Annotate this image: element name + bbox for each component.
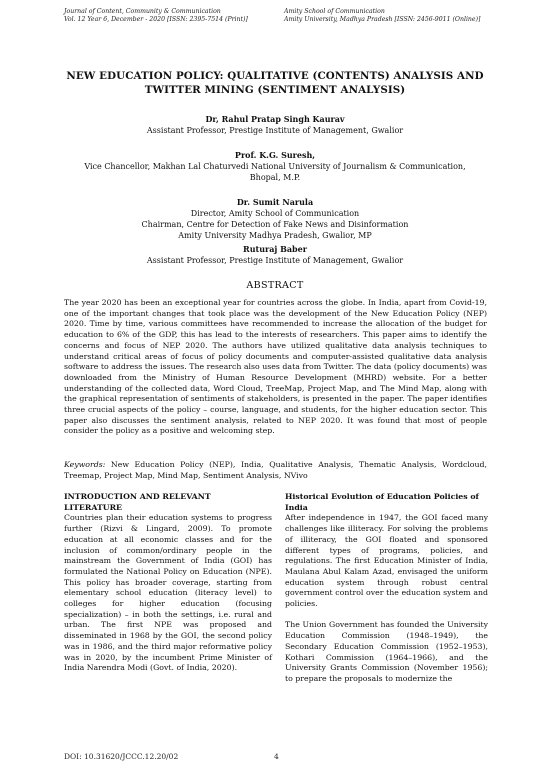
author-block-1 xyxy=(60,114,490,136)
section-heading-introduction xyxy=(64,492,272,513)
author-block-4 xyxy=(60,244,490,266)
author-affiliation: Assistant Professor, Prestige Institute of Management, Gwalior xyxy=(146,126,404,135)
left-column xyxy=(64,492,272,674)
history-paragraph-1: After independence in 1947, the GOI faced many challenges like illiteracy. For solving the problems of illiteracy, the GOI floated and sponsored different types of programs, policies, and regulations. The first Education Minister of India, Maulana Abul Kalam Azad, envisaged the uniform education system through robust central government control over the education system and policies. xyxy=(285,513,488,609)
author-affiliation: Vice Chancellor, Makhan Lal Chaturvedi National University of Journalism & Communication, xyxy=(84,162,466,171)
keywords xyxy=(64,460,487,481)
keywords-list: New Education Policy (NEP), India, Qualitative Analysis, Thematic Analysis, Wordcloud, Treemap, Project Map, Mind Map, Sentiment Analysis, NVivo xyxy=(64,460,487,480)
author-affiliation: Amity University Madhya Pradesh, Gwalior, MP xyxy=(178,231,372,240)
author-affiliation: Assistant Professor, Prestige Institute of Management, Gwalior xyxy=(146,256,404,265)
section-heading-historical-evolution xyxy=(285,492,488,513)
author-block-3 xyxy=(60,197,490,241)
header-university-issn: Amity University, Madhya Pradesh [ISSN: 2456-9011 (Online)] xyxy=(284,16,481,23)
page-number: 4 xyxy=(274,752,279,761)
header-journal-volume: Vol. 12 Year 6, December - 2020 [ISSN: 2395-7514 (Print)] xyxy=(64,16,248,23)
header-journal-info xyxy=(64,8,248,24)
header-publisher-info xyxy=(284,8,480,24)
author-name: Ruturaj Baber xyxy=(243,244,307,254)
paper-title-line-2: TWITTER MINING (SENTIMENT ANALYSIS) xyxy=(144,84,406,96)
footer-doi: DOI: 10.31620/JCCC.12.20/02 xyxy=(64,752,179,761)
author-name: Dr. Sumit Narula xyxy=(236,197,314,207)
author-affiliation: Director, Amity School of Communication xyxy=(190,209,360,218)
author-name: Dr, Rahul Pratap Singh Kaurav xyxy=(205,114,345,124)
abstract-heading: ABSTRACT xyxy=(246,280,304,291)
header-school-name: Amity School of Communication xyxy=(284,8,385,15)
paper-title-line-1: NEW EDUCATION POLICY: QUALITATIVE (CONTENTS) ANALYSIS AND xyxy=(66,70,484,82)
abstract-text: The year 2020 has been an exceptional year for countries across the globe. In India, apart from Covid-19, one of the important changes that took place was the development of the New Education Policy (NEP) 2020. Time by time, various committees have recommended to increase the allocation of the budget for education to 6% of the GDP, this has lead to the interests of researchers. This paper aims to identify the concerns and focus of NEP 2020. The authors have utilized qualitative data analysis techniques to understand critical areas of focus of policy documents and computer-assisted qualitative data analysis software to address the issues. The research also uses data from Twitter. The data (policy documents) was downloaded from the Ministry of Human Resource Development (MHRD) website. For a better understanding of the collected data, Word Cloud, TreeMap, Project Map, and The Mind Map, along with the graphical representation of sentiments of stakeholders, is presented in the paper. The paper identifies three crucial aspects of the policy – course, language, and students, for the higher education sector. This paper also discusses the sentiment analysis, related to NEP 2020. It was found that most of people consider the policy as a positive and welcoming step. xyxy=(64,298,487,436)
author-block-2 xyxy=(60,150,490,183)
history-paragraph-2: The Union Government has founded the University Education Commission (1948–1949), the Secondary Education Commission (1952–1953), Kothari Commission (1964–1966), and the University Grants Commission (November 1956); to prepare the proposals to modernize the xyxy=(285,620,488,683)
author-affiliation: Chairman, Centre for Detection of Fake News and Disinformation xyxy=(141,220,409,229)
section-heading-line: INTRODUCTION AND RELEVANT xyxy=(64,492,211,501)
introduction-paragraph: Countries plan their education systems to progress further (Rizvi & Lingard, 2009). To promote education at all economic classes and for the inclusion of common/ordinary people in the mainstream the Government of India (GOI) has formulated the National Policy on Education (NPE). This policy has broader coverage, starting from elementary school education (literacy level) to colleges for higher education (focusing specialization) – in both the settings, i.e. rural and urban. The first NPE was proposed and disseminated in 1968 by the GOI, the second policy was in 1986, and the third major reformative policy was in 2020, by the incumbent Prime Minister of India Narendra Modi (Govt. of India, 2020). xyxy=(64,513,272,673)
keywords-label: Keywords: xyxy=(64,460,106,469)
section-heading-line: Historical Evolution of Education Policies of xyxy=(285,492,479,501)
header-journal-name: Journal of Content, Community & Communication xyxy=(64,8,221,15)
right-column xyxy=(285,492,488,685)
section-heading-line: India xyxy=(285,502,308,512)
paper-title xyxy=(60,69,490,97)
author-name: Prof. K.G. Suresh, xyxy=(234,150,316,160)
author-affiliation: Bhopal, M.P. xyxy=(249,173,301,182)
section-heading-line: LITERATURE xyxy=(64,502,123,512)
